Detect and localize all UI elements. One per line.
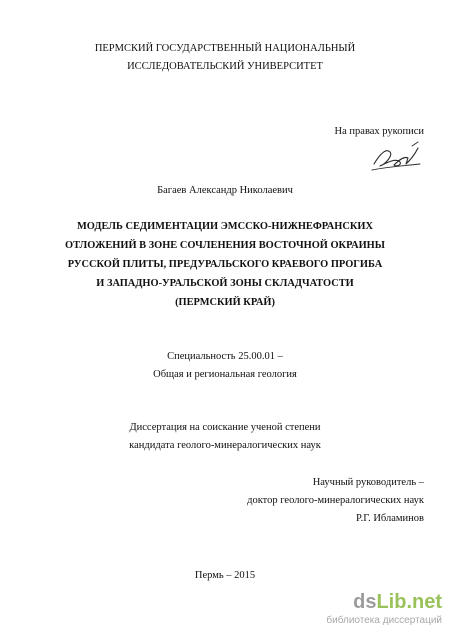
title-line-5: (ПЕРМСКИЙ КРАЙ): [175, 297, 275, 308]
watermark-brand-suffix: Lib.net: [376, 591, 442, 613]
specialty-line-1: Специальность 25.00.01 –: [167, 351, 283, 362]
watermark-brand-prefix: ds: [353, 591, 377, 613]
degree-line-1: Диссертация на соискание ученой степени: [129, 422, 321, 433]
watermark-subtitle: библиотека диссертаций: [326, 615, 442, 626]
supervisor-line-1: Научный руководитель –: [312, 477, 424, 488]
university-line-2: ИССЛЕДОВАТЕЛЬСКИЙ УНИВЕРСИТЕТ: [127, 61, 323, 72]
specialty-line-2: Общая и региональная геология: [153, 369, 297, 380]
dslib-watermark: [312, 591, 442, 631]
signature-icon: [366, 140, 424, 174]
watermark-logo: [353, 591, 442, 614]
title-line-2: ОТЛОЖЕНИЙ В ЗОНЕ СОЧЛЕНЕНИЯ ВОСТОЧНОЙ ОКРАИНЫ: [65, 240, 385, 251]
supervisor-line-2: доктор геолого-минералогических наук: [247, 495, 424, 506]
title-line-3: РУССКОЙ ПЛИТЫ, ПРЕДУРАЛЬСКОГО КРАЕВОГО ПРОГИБА: [67, 259, 383, 270]
title-line-4: И ЗАПАДНО-УРАЛЬСКОЙ ЗОНЫ СКЛАДЧАТОСТИ: [96, 278, 354, 289]
author-name: Багаев Александр Николаевич: [157, 185, 293, 196]
place-year: Пермь – 2015: [194, 570, 256, 581]
supervisor-line-3: Р.Г. Ибламинов: [356, 513, 424, 524]
degree-line-2: кандидата геолого-минералогических наук: [129, 440, 321, 451]
manuscript-note: На правах рукописи: [334, 126, 424, 137]
university-line-1: ПЕРМСКИЙ ГОСУДАРСТВЕННЫЙ НАЦИОНАЛЬНЫЙ: [94, 43, 356, 54]
title-line-1: МОДЕЛЬ СЕДИМЕНТАЦИИ ЭМССКО-НИЖНЕФРАНСКИХ: [76, 221, 374, 232]
